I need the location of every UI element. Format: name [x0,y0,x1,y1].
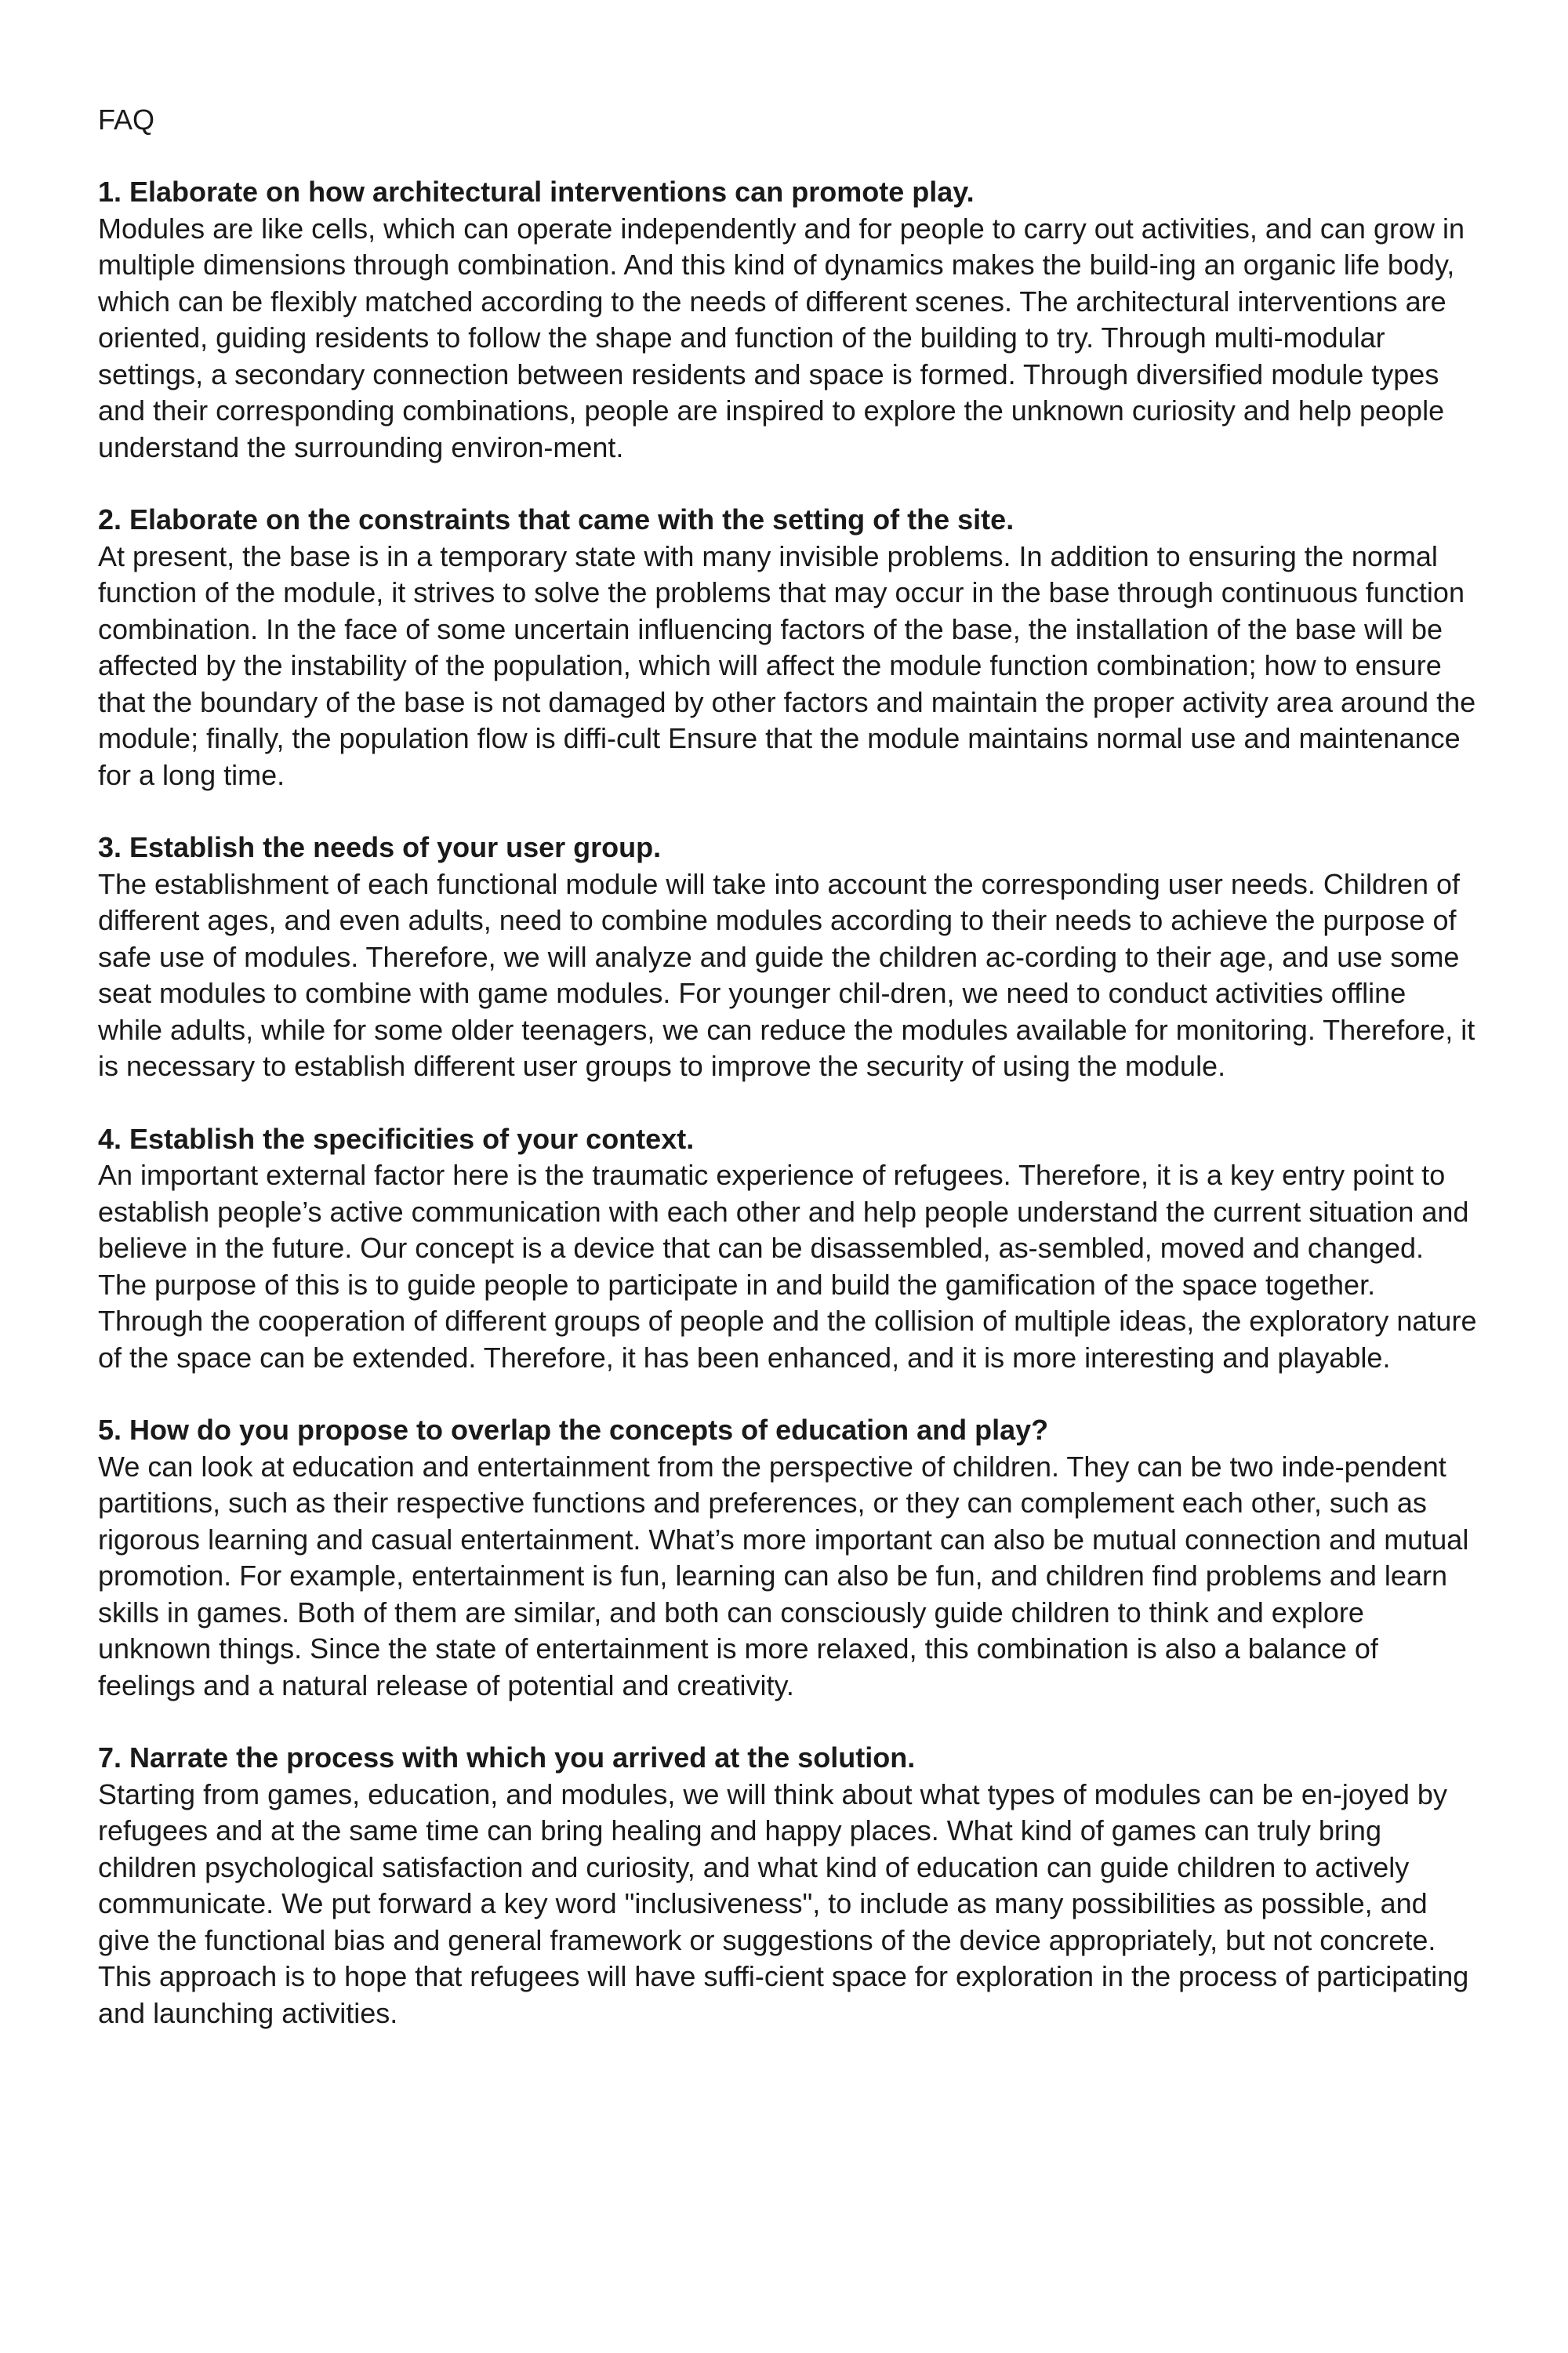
faq-question: 7. Narrate the process with which you arrived at the solution. [98,1741,916,1774]
faq-answer: We can look at education and entertainment from the perspective of children. They can be two inde-pendent partitions, such as their respective functions and preferences, or they can complement each other, such as rigorous learning and casual entertainment. What’s more important can also be mutual connection and mutual promotion. For example, entertainment is fun, learning can also be fun, and children find problems and learn skills in games. Both of them are similar, and both can consciously guide children to think and explore unknown things. Since the state of entertainment is more relaxed, this combination is also a balance of feelings and a natural release of potential and creativity. [98,1450,1469,1701]
faq-answer: Modules are like cells, which can operate independently and for people to carry out activities, and can grow in multiple dimensions through combination. And this kind of dynamics makes the build-ing an organic life body, which can be flexibly matched according to the needs of different scenes. The architectural interventions are oriented, guiding residents to follow the shape and function of the building to try. Through multi-modular settings, a secondary connection between residents and space is formed. Through diversified module types and their corresponding combinations, people are inspired to explore the unknown curiosity and help people understand the surrounding environ-ment. [98,212,1465,463]
faq-item-7 [98,1740,1478,2032]
faq-question: 5. How do you propose to overlap the concepts of education and play? [98,1414,1049,1446]
faq-question: 2. Elaborate on the constraints that came with the setting of the site. [98,503,1014,536]
faq-item-2 [98,502,1478,793]
faq-document [98,102,1478,2068]
faq-item-3 [98,830,1478,1085]
faq-answer: At present, the base is in a temporary state with many invisible problems. In addition to ensuring the normal function of the module, it strives to solve the problems that may occur in the base through continuous function combination. In the face of some uncertain influencing factors of the base, the installation of the base will be affected by the instability of the population, which will affect the module function combination; how to ensure that the boundary of the base is not damaged by other factors and maintain the proper activity area around the module; finally, the population flow is diffi-cult Ensure that the module maintains normal use and maintenance for a long time. [98,539,1476,791]
faq-answer: Starting from games, education, and modules, we will think about what types of modules can be en-joyed by refugees and at the same time can bring healing and happy places. What kind of games can truly bring children psychological satisfaction and curiosity, and what kind of education can guide children to actively communicate. We put forward a key word "inclusiveness", to include as many possibilities as possible, and give the functional bias and general framework or suggestions of the device appropriately, but not concrete. This approach is to hope that refugees will have suffi-cient space for exploration in the process of participating and launching activities. [98,1777,1469,2029]
page-title: FAQ [98,103,155,136]
faq-item-5 [98,1412,1478,1704]
faq-item-4 [98,1121,1478,1377]
faq-item-1 [98,174,1478,466]
faq-question: 3. Establish the needs of your user group. [98,831,662,863]
faq-question: 4. Establish the specificities of your context. [98,1122,695,1155]
faq-answer: The establishment of each functional module will take into account the corresponding user needs. Children of different ages, and even adults, need to combine modules according to their needs to achieve the purpose of safe use of modules. Therefore, we will analyze and guide the children ac-cording to their age, and use some seat modules to combine with game modules. For younger chil-dren, we need to conduct activities offline while adults, while for some older teenagers, we can reduce the modules available for monitoring. Therefore, it is necessary to establish different user groups to improve the security of using the module. [98,867,1475,1082]
faq-answer: An important external factor here is the traumatic experience of refugees. Therefore, it is a key entry point to establish people’s active communication with each other and help people understand the current situation and believe in the future. Our concept is a device that can be disassembled, as-sembled, moved and changed. The purpose of this is to guide people to participate in and build the gamification of the space together. Through the cooperation of different groups of people and the collision of multiple ideas, the exploratory nature of the space can be extended. Therefore, it has been enhanced, and it is more interesting and playable. [98,1159,1477,1374]
faq-question: 1. Elaborate on how architectural interventions can promote play. [98,176,975,208]
